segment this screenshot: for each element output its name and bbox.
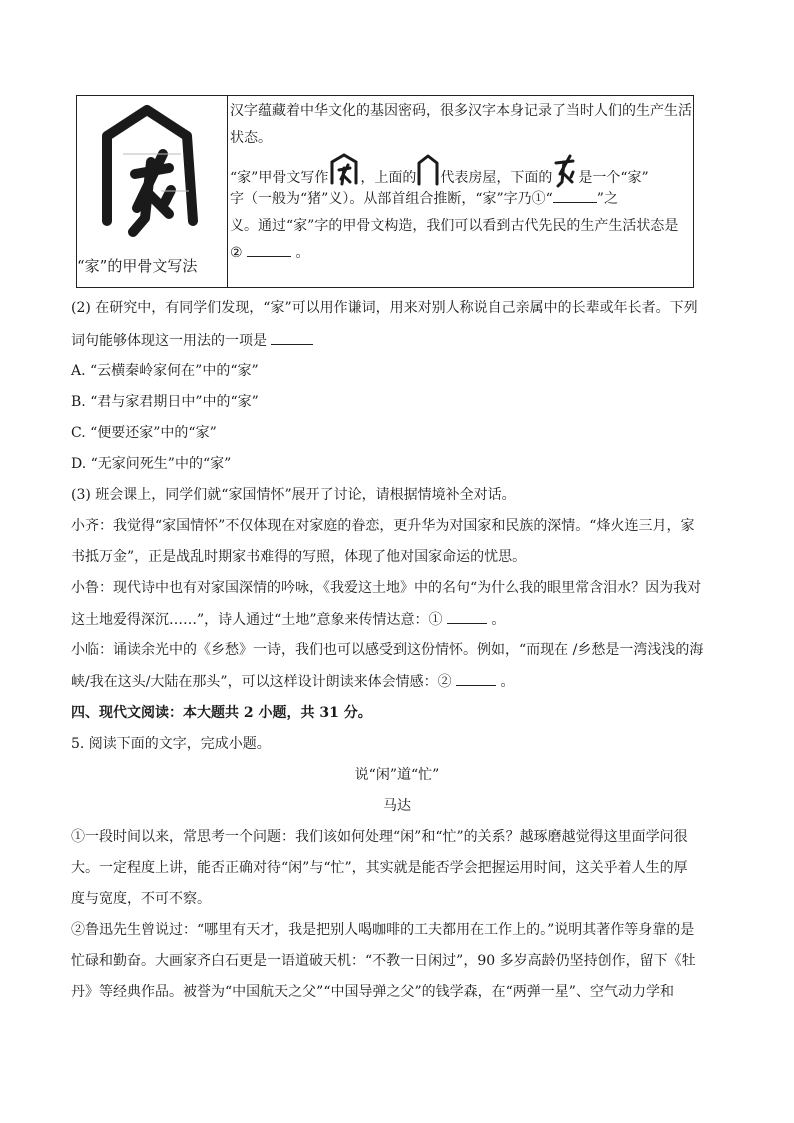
q5-stem: 5. 阅读下面的文字，完成小题。 — [71, 736, 271, 752]
paragraph-line: 大。一定程度上讲，能否正确对待“闲”与“忙”，其实就是能否学会把握运用时间，这关乎着人生的厚 — [71, 860, 688, 876]
paragraph-line: 度与宽度，不可不察。 — [71, 891, 211, 907]
table-divider — [227, 96, 228, 287]
paragraph-line: ①一段时间以来，常思考一个问题：我们该如何处理“闲”和“忙”的关系？越琢磨越觉得这里面学问很 — [71, 829, 688, 845]
table-text-segment: ② — [230, 245, 243, 261]
q3-xiaolin-line2: 峡/我在这头/大陆在那头”，可以这样设计朗读来体会情感：② — [71, 674, 452, 690]
answer-blank-1[interactable] — [553, 188, 597, 203]
table-text-segment: 是一个“家” — [578, 170, 649, 186]
q3-answer-blank-1[interactable] — [447, 609, 487, 624]
q3-period: 。 — [500, 674, 515, 690]
q2-option-a: A. “云横秦岭家何在”中的“家” — [71, 363, 259, 379]
image-caption: “家”的甲骨文写法 — [77, 257, 198, 275]
q3-xiaolu-line2: 这土地爱得深沉……”，诗人通过“土地”意象来传情达意：① — [71, 612, 443, 628]
q2-option-c: C. “便要还家”中的“家” — [71, 425, 217, 441]
table-text-segment: 。 — [295, 245, 310, 261]
q3-xiaolin-line1: 小临：诵读余光中的《乡愁》一诗，我们也可以感受到这份情怀。例如，“而现在 /乡愁是一湾浅浅的海 — [71, 642, 704, 658]
q3-xiaolu-line1: 小鲁：现代诗中也有对家国深情的吟咏，《我爱这土地》中的名句“为什么我的眼里常含泪水？因为我对 — [71, 580, 702, 596]
answer-blank-2[interactable] — [247, 242, 291, 257]
paragraph-line: 忙碌和勤奋。大画家齐白石更是一语道破天机：“不教一日闲过”，90 多岁高龄仍坚持创作，留下《牡 — [71, 953, 696, 969]
q3-stem: (3) 班会课上，同学们就“家国情怀”展开了讨论，请根据情境补全对话。 — [71, 487, 516, 503]
q3-xiaoqi-line2: 书抵万金”，正是战乱时期家书难得的写照，体现了他对国家命运的忧思。 — [71, 549, 527, 565]
q3-xiaoqi-line1: 小齐：我觉得“家国情怀”不仅体现在对家庭的眷恋，更升华为对国家和民族的深情。“烽火连三月，家 — [71, 518, 695, 534]
article-title: 说“闲”道“忙” — [354, 767, 440, 783]
table-text-line: 状态。 — [230, 130, 272, 146]
q2-option-b: B. “君与家君期日中”中的“家” — [71, 394, 259, 410]
q3-period: 。 — [491, 612, 506, 628]
table-text-segment: 字（一般为“猪”义）。从部首组合推断，“家”字乃①“ — [230, 191, 553, 207]
table-text-segment: “家”甲骨文写作 — [230, 170, 329, 186]
table-text-line: 汉字蕴藏着中华文化的基因密码，很多汉字本身记录了当时人们的生产生活 — [230, 103, 692, 119]
question-table — [76, 95, 694, 288]
q2-option-d: D. “无家问死生”中的“家” — [71, 456, 232, 472]
paragraph-line: ②鲁迅先生曾说过：“哪里有天才，我是把别人喝咖啡的工夫都用在工作上的。”说明其著作等身靠的是 — [71, 922, 695, 938]
q2-stem-line1: (2) 在研究中，有同学们发现，“家”可以用作谦词，用来对别人称说自己亲属中的长辈或年长者。下列 — [71, 300, 698, 316]
table-text-line: 义。通过“家”字的甲骨文构造，我们可以看到古代先民的生产生活状态是 — [230, 218, 679, 234]
table-text-segment: ”之 — [596, 191, 618, 207]
paragraph-line: 丹》等经典作品。被誉为“中国航天之父”“中国导弹之父”的钱学森，在“两弹一星”、空气动力学和 — [71, 984, 674, 1000]
table-text — [230, 98, 692, 267]
q2-stem-line2: 词句能够体现这一用法的一项是 — [71, 333, 267, 349]
table-text-segment: ，上面的 — [360, 170, 417, 186]
q3-answer-blank-2[interactable] — [456, 671, 496, 686]
section-heading: 四、现代文阅读：本大题共 2 小题，共 31 分。 — [71, 705, 372, 721]
article-author: 马达 — [383, 798, 411, 814]
table-text-segment: 代表房屋，下面的 — [440, 170, 553, 186]
q2-answer-blank[interactable] — [271, 330, 313, 345]
